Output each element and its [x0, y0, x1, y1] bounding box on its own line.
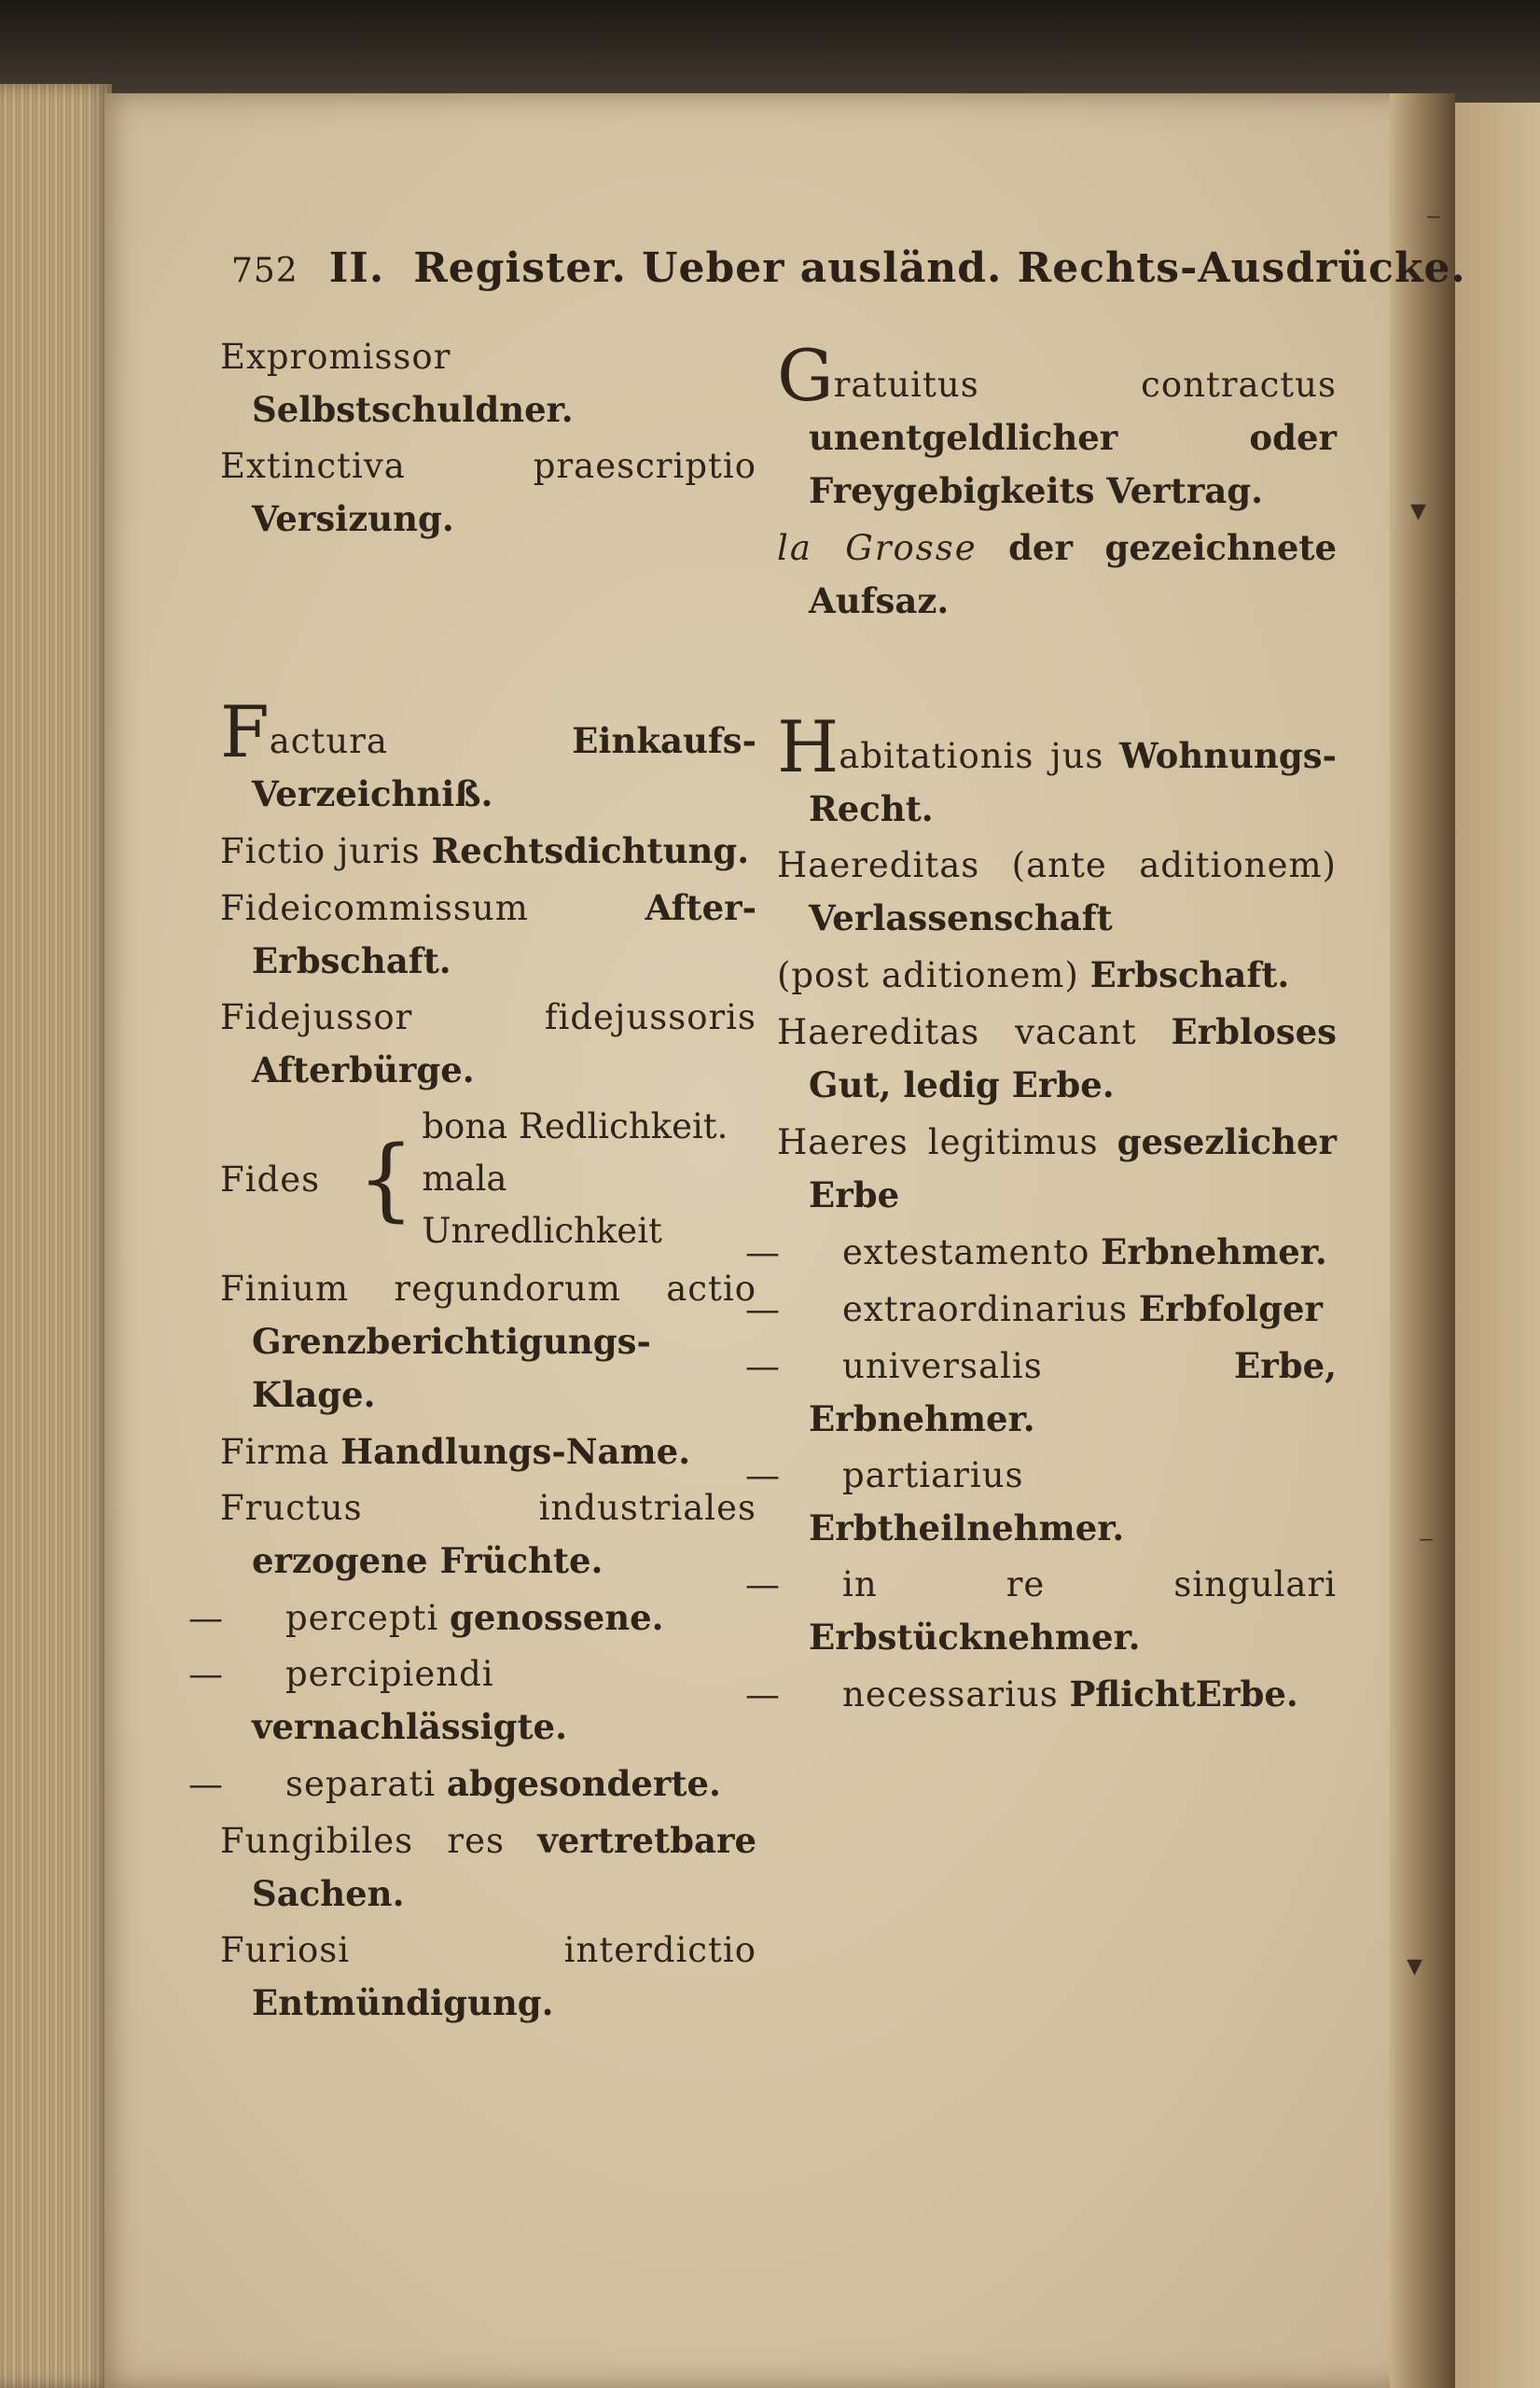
entry-haeres: Haeres legitimus gesezlicher Erbe — [777, 1121, 1337, 1215]
entry-fideicommissum: Fideicommissum After-Erbschaft. — [220, 887, 756, 981]
entry-haeres-in-re-singulari: — in re singulari Erbstücknehmer. — [745, 1564, 1337, 1658]
section-gap — [220, 549, 756, 639]
entry-fungibiles: Fungibiles res vertretbare Sachen. — [220, 1820, 757, 1914]
entry-haereditas-vacant: Haereditas vacant Erbloses Gut, ledig Erbe. — [777, 1011, 1337, 1105]
right-column — [745, 334, 1337, 1725]
entry-haeres-extraordinarius: — extraordinarius Erbfolger — [745, 1288, 1323, 1329]
entry-fides: Fides { bona Redlichkeit. mala Unredlichkeit — [220, 1101, 756, 1257]
entry-firma: Firma Handlungs-Name. — [220, 1431, 691, 1472]
section-gap — [777, 632, 1337, 721]
entry-fructus-percipiendi: — percipiendi vernachlässigte. — [188, 1654, 567, 1747]
brace-glyph: { — [357, 1127, 415, 1231]
entry-expromissor: Expromissor Selbstschuldner. — [220, 337, 574, 430]
entry-haereditas-ante: Haereditas (ante aditionem) Verlassenschaft — [777, 845, 1337, 938]
stray-mark: ▾ — [1407, 1947, 1423, 1984]
entry-extinctiva: Extinctiva praescriptio Versizung. — [220, 446, 756, 539]
entry-haereditas-post: (post aditionem) Erbschaft. — [777, 954, 1290, 995]
entry-fidejussor: Fidejussor fidejussoris Afterbürge. — [220, 997, 756, 1090]
initial-letter: F — [220, 690, 270, 773]
fides-mala: mala Unredlichkeit — [422, 1159, 662, 1251]
initial-letter: H — [777, 705, 839, 788]
header-title: Register. Ueber ausländ. Rechts-Ausdrücke. — [413, 244, 1466, 292]
entry-haeres-extestamento: — extestamento Erbnehmer. — [745, 1231, 1327, 1272]
header-part: II. — [328, 244, 385, 292]
stray-mark: ⁻ — [1418, 1527, 1435, 1564]
entry-fructus: Fructus industriales erzogene Früchte. — [220, 1488, 756, 1581]
entry-habitationis: Habitationis jus Wohnungs-Recht. — [777, 705, 1337, 829]
book-fore-edge — [0, 84, 112, 2388]
initial-letter: G — [777, 334, 834, 417]
entry-fictio: Fictio juris Rechtsdichtung. — [220, 830, 750, 871]
entry-gratuitus: Gratuitus contractus unentgeldlicher oder Freygebigkeits Vertrag. — [777, 334, 1337, 511]
book-gutter — [1390, 93, 1455, 2388]
entry-fructus-percepti: — percepti genossene. — [188, 1597, 664, 1638]
page-number: 752 — [231, 252, 298, 290]
section-gap — [220, 639, 756, 706]
entry-haeres-necessarius: — necessarius PflichtErbe. — [745, 1673, 1298, 1715]
entry-grosse: la Grosse der gezeichnete Aufsaz. — [777, 527, 1337, 621]
entry-haeres-universalis: — universalis Erbe, Erbnehmer. — [745, 1345, 1337, 1439]
entry-finium: Finium regundorum actio Grenzberichtigungs-Klage. — [220, 1269, 756, 1415]
entry-factura: Factura Einkaufs-Verzeichniß. — [220, 690, 756, 814]
entry-haeres-partiarius: — partiarius Erbtheilnehmer. — [745, 1455, 1125, 1548]
stray-mark: ⁻ — [1425, 204, 1442, 242]
entry-furiosi: Furiosi interdictio Entmündigung. — [220, 1930, 756, 2023]
next-page-edge — [1455, 103, 1540, 2388]
fides-bona: bona Redlichkeit. — [422, 1106, 728, 1146]
left-column — [188, 331, 757, 2034]
entry-fructus-separati: — separati abgesonderte. — [188, 1763, 721, 1804]
stray-mark: ▾ — [1410, 492, 1427, 529]
running-header — [231, 244, 1466, 292]
